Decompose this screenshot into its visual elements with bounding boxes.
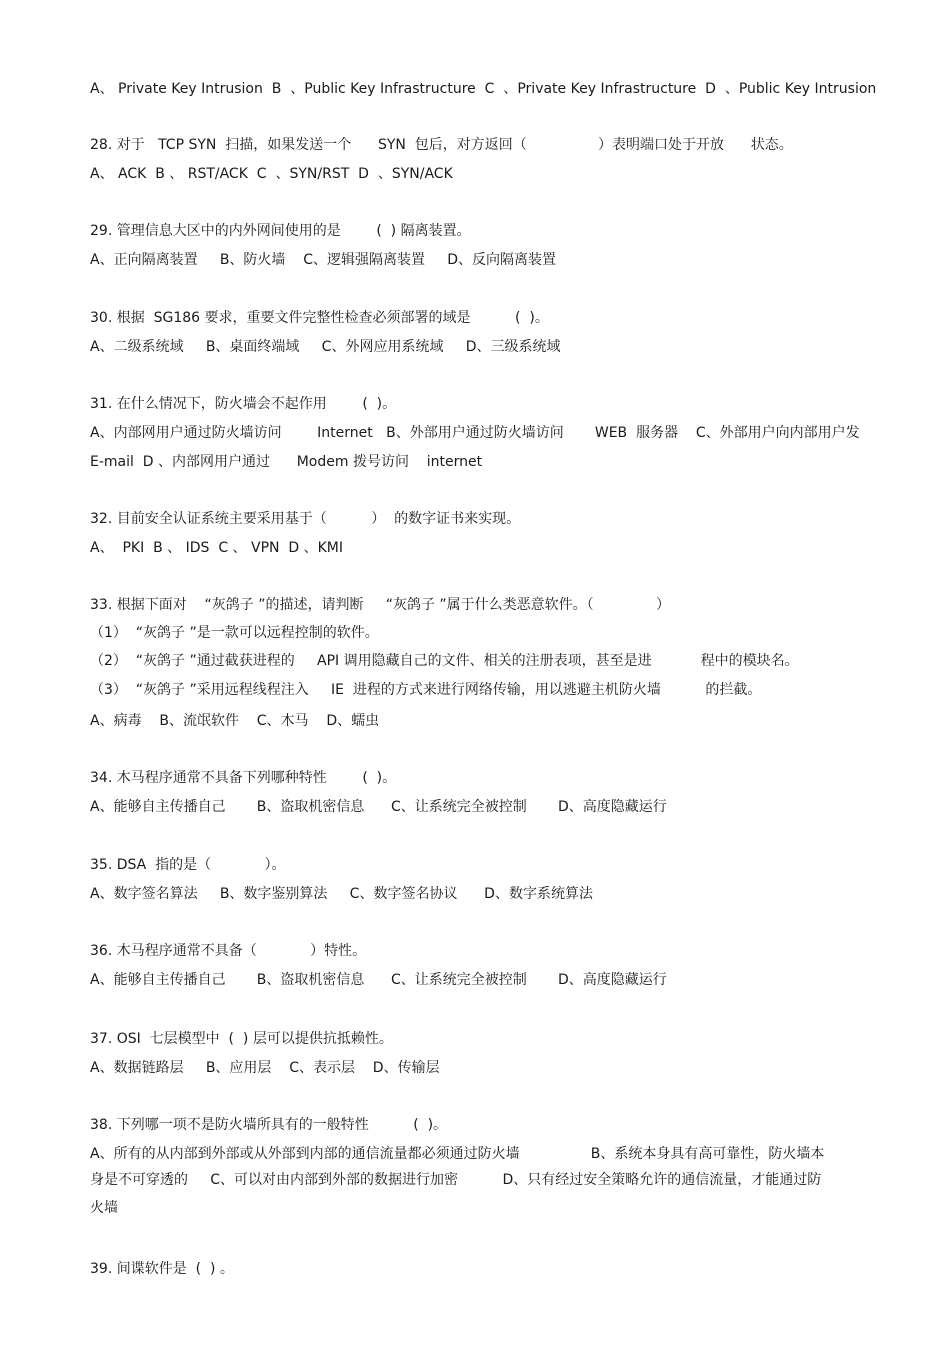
q39-question: 39. 间谍软件是 ( ) 。 [90,1261,234,1277]
q35-question: 35. DSA 指的是（ ）。 [90,857,286,873]
q37-options: A、数据链路层 B、应用层 C、表示层 D、传输层 [90,1060,440,1076]
q31-options-line1: A、内部网用户通过防火墙访问 Internet B、外部用户通过防火墙访问 WEB 服务器 C、外部用户向内部用户发 [90,425,860,441]
q27-options: A、 Private Key Intrusion B 、Public Key Infrastructure C 、Private Key Infrastructure D 、Public Key Intrusion [90,81,877,97]
q36-question: 36. 木马程序通常不具备（ ）特性。 [90,943,367,959]
q29-question: 29. 管理信息大区中的内外网间使用的是 ( ) 隔离装置。 [90,223,471,239]
q33-statement-3: （3） “灰鸽子 ”采用远程线程注入 IE 进程的方式来进行网络传输，用以逃避主机防火墙 的拦截。 [90,682,762,698]
q35-options: A、数字签名算法 B、数字鉴别算法 C、数字签名协议 D、数字系统算法 [90,886,593,902]
q36-options: A、能够自主传播自己 B、盗取机密信息 C、让系统完全被控制 D、高度隐藏运行 [90,972,667,988]
q34-options: A、能够自主传播自己 B、盗取机密信息 C、让系统完全被控制 D、高度隐藏运行 [90,799,667,815]
q34-question: 34. 木马程序通常不具备下列哪种特性 ( )。 [90,770,397,786]
q38-options-line2: 身是不可穿透的 C、可以对由内部到外部的数据进行加密 D、只有经过安全策略允许的通信流量，才能通过防 [90,1172,822,1188]
q37-question: 37. OSI 七层模型中 ( ) 层可以提供抗抵赖性。 [90,1031,393,1047]
q38-options-line1: A、所有的从内部到外部或从外部到内部的通信流量都必须通过防火墙 B、系统本身具有高可靠性，防火墙本 [90,1146,825,1162]
q28-options: A、 ACK B 、 RST/ACK C 、SYN/RST D 、SYN/ACK [90,166,453,182]
q32-question: 32. 目前安全认证系统主要采用基于（ ） 的数字证书来实现。 [90,511,521,527]
q38-options-line3: 火墙 [90,1200,118,1216]
q31-options-line2: E-mail D 、内部网用户通过 Modem 拨号访问 internet [90,454,483,470]
q33-options: A、病毒 B、流氓软件 C、木马 D、蠕虫 [90,713,380,729]
q33-statement-1: （1） “灰鸽子 ”是一款可以远程控制的软件。 [90,625,379,641]
q38-question: 38. 下列哪一项不是防火墙所具有的一般特性 ( )。 [90,1117,448,1133]
q33-question: 33. 根据下面对 “灰鸽子 ”的描述，请判断 “灰鸽子 ”属于什么类恶意软件。（ ） [90,597,670,613]
q30-options: A、二级系统域 B、桌面终端域 C、外网应用系统域 D、三级系统域 [90,339,561,355]
q29-options: A、正向隔离装置 B、防火墙 C、逻辑强隔离装置 D、反向隔离装置 [90,252,557,268]
q28-question: 28. 对于 TCP SYN 扫描，如果发送一个 SYN 包后，对方返回（ ）表明端口处于开放 状态。 [90,137,793,153]
q32-options: A、 PKI B 、 IDS C 、 VPN D 、KMI [90,540,344,556]
q31-question: 31. 在什么情况下，防火墙会不起作用 ( )。 [90,396,397,412]
q30-question: 30. 根据 SG186 要求，重要文件完整性检查必须部署的域是 ( )。 [90,310,549,326]
q33-statement-2: （2） “灰鸽子 ”通过截获进程的 API 调用隐藏自己的文件、相关的注册表项，甚至是进 程中的模块名。 [90,653,799,669]
